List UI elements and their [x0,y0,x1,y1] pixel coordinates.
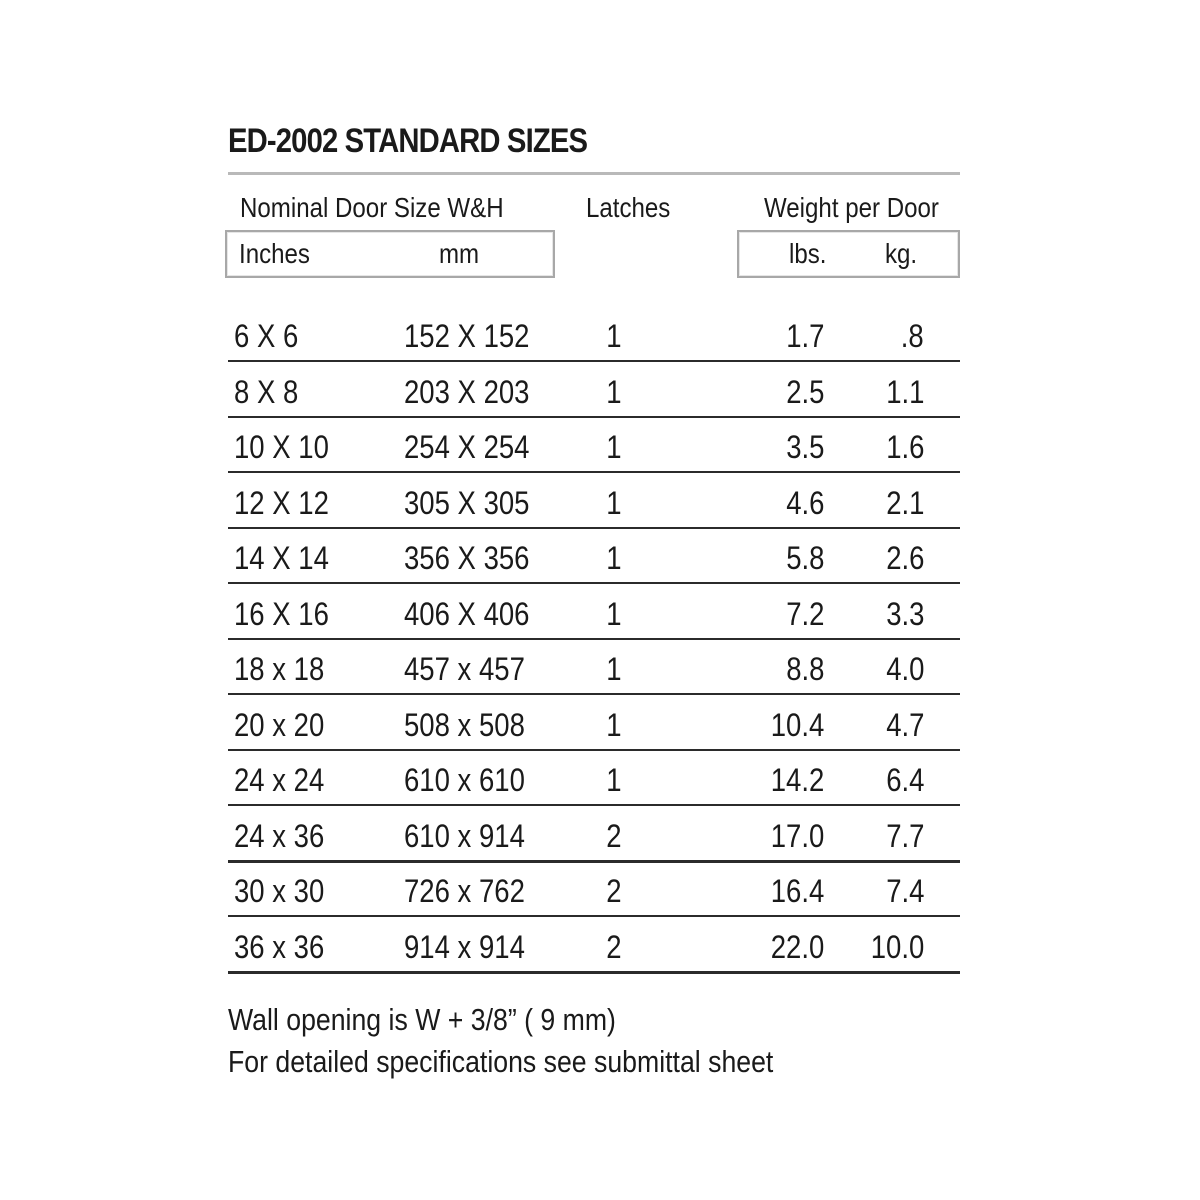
cell-latches-text: 2 [606,873,622,909]
cell-latches [594,760,634,800]
cell-latches [594,705,634,745]
cell-inches [234,594,354,634]
cell-latches [594,649,634,689]
cell-mm [404,816,554,856]
cell-kg [848,649,924,689]
cell-kg-text: 2.6 [885,540,924,576]
cell-mm-text: 610 x 914 [404,817,525,854]
cell-mm-text: 203 X 203 [404,373,530,410]
subheader-kg-label: kg. [885,238,918,269]
cell-lbs [748,760,824,800]
cell-inches-text: 24 x 36 [234,817,325,854]
cell-lbs [748,816,824,856]
cell-inches [234,372,354,412]
cell-inches-text: 8 X 8 [234,373,299,410]
cell-lbs [748,871,824,911]
cell-latches-text: 1 [606,595,622,632]
cell-latches [594,594,634,634]
cell-lbs-text: 4.6 [785,484,824,521]
cell-mm-text: 152 X 152 [404,318,530,354]
cell-kg-text: 7.7 [885,817,924,854]
cell-kg-text: 10.0 [870,928,924,965]
cell-kg [848,538,924,578]
title-divider [228,172,960,175]
cell-lbs [748,594,824,634]
cell-kg [848,760,924,800]
cell-mm [404,538,554,578]
cell-kg [848,705,924,745]
cell-kg-text: 4.7 [885,706,924,743]
subheader-size-units [225,230,555,278]
cell-lbs-text: 8.8 [785,651,824,687]
note-submittal-sheet [228,1042,862,1082]
cell-latches-text: 1 [606,484,622,521]
cell-lbs-text: 16.4 [770,873,824,909]
cell-lbs [748,372,824,412]
row-divider [228,693,960,695]
cell-latches-text: 1 [606,373,622,410]
cell-mm-text: 254 X 254 [404,429,530,465]
cell-latches [594,927,634,967]
cell-kg [848,594,924,634]
header-nominal-size-label: Nominal Door Size W&H [240,192,504,223]
cell-inches-text: 12 X 12 [234,484,329,521]
cell-lbs-text: 3.5 [785,429,824,465]
cell-latches [594,427,634,467]
cell-kg-text: 1.1 [885,373,924,410]
cell-latches [594,483,634,523]
cell-kg [848,372,924,412]
row-divider [228,804,960,806]
cell-inches [234,871,354,911]
row-divider [228,416,960,418]
row-divider [228,638,960,640]
header-nominal-size [240,192,547,224]
cell-kg-text: 2.1 [885,484,924,521]
cell-inches [234,427,354,467]
cell-kg-text: 6.4 [885,762,924,798]
cell-kg [848,871,924,911]
cell-mm-text: 914 x 914 [404,928,525,965]
cell-mm [404,705,554,745]
cell-kg-text: 4.0 [885,651,924,687]
subheader-mm [439,238,486,270]
cell-lbs-text: 1.7 [785,318,824,354]
cell-latches [594,871,634,911]
cell-mm [404,760,554,800]
cell-lbs [748,927,824,967]
cell-lbs-text: 10.4 [770,706,824,743]
cell-kg-text: 1.6 [885,429,924,465]
cell-latches-text: 2 [606,817,622,854]
row-divider [228,749,960,751]
subheader-lbs-label: lbs. [789,238,827,269]
cell-inches-text: 14 X 14 [234,540,329,576]
cell-latches [594,316,634,356]
cell-lbs-text: 5.8 [785,540,824,576]
spec-sheet [228,118,960,1079]
cell-inches-text: 18 x 18 [234,651,325,687]
cell-latches-text: 1 [606,429,622,465]
cell-lbs-text: 7.2 [785,595,824,632]
subheader-mm-label: mm [439,238,480,269]
cell-inches [234,927,354,967]
cell-mm-text: 406 X 406 [404,595,530,632]
cell-mm [404,372,554,412]
cell-mm-text: 726 x 762 [404,873,525,909]
cell-latches-text: 2 [606,928,622,965]
cell-inches [234,816,354,856]
note-submittal-sheet-text: For detailed specifications see submittal sheet [228,1044,774,1079]
cell-inches [234,483,354,523]
cell-mm-text: 457 x 457 [404,651,525,687]
cell-latches-text: 1 [606,706,622,743]
cell-inches-text: 36 x 36 [234,928,325,965]
cell-lbs [748,705,824,745]
cell-lbs [748,538,824,578]
cell-inches-text: 6 X 6 [234,318,299,354]
cell-kg-text: 3.3 [885,595,924,632]
cell-kg [848,816,924,856]
cell-latches [594,538,634,578]
row-divider [228,360,960,362]
cell-latches-text: 1 [606,318,622,354]
subheader-lbs [789,238,833,270]
cell-mm [404,427,554,467]
cell-inches-text: 30 x 30 [234,873,325,909]
cell-lbs-text: 17.0 [770,817,824,854]
cell-latches-text: 1 [606,762,622,798]
cell-mm-text: 356 X 356 [404,540,530,576]
cell-latches [594,372,634,412]
cell-kg [848,483,924,523]
cell-kg [848,927,924,967]
header-weight-per-door [764,192,967,224]
subheader-inches [239,238,322,270]
row-divider [228,860,960,863]
cell-mm [404,483,554,523]
cell-kg-text: .8 [901,318,924,354]
cell-inches [234,705,354,745]
cell-latches-text: 1 [606,651,622,687]
cell-lbs-text: 22.0 [770,928,824,965]
cell-inches-text: 16 X 16 [234,595,329,632]
subheader-kg [885,238,922,270]
cell-mm [404,316,554,356]
cell-lbs [748,649,824,689]
cell-mm [404,649,554,689]
cell-inches-text: 10 X 10 [234,429,329,465]
cell-kg-text: 7.4 [885,873,924,909]
cell-mm-text: 610 x 610 [404,762,525,798]
page-title: ED-2002 STANDARD SIZES [228,122,588,160]
cell-mm-text: 508 x 508 [404,706,525,743]
cell-inches [234,316,354,356]
cell-inches [234,649,354,689]
cell-mm [404,594,554,634]
subheader-inches-label: Inches [239,238,310,269]
note-wall-opening-text: Wall opening is W + 3/8” ( 9 mm) [228,1002,616,1037]
subheader-weight-units [737,230,960,278]
row-divider [228,582,960,584]
cell-mm-text: 305 X 305 [404,484,530,521]
row-divider [228,971,960,974]
cell-inches-text: 24 x 24 [234,762,325,798]
row-divider [228,527,960,529]
header-latches-label: Latches [586,192,671,223]
cell-lbs-text: 2.5 [785,373,824,410]
note-wall-opening [228,1000,679,1040]
cell-latches [594,816,634,856]
cell-mm [404,871,554,911]
cell-latches-text: 1 [606,540,622,576]
cell-lbs-text: 14.2 [770,762,824,798]
header-latches [586,192,684,224]
cell-inches [234,760,354,800]
cell-lbs [748,316,824,356]
cell-kg [848,427,924,467]
cell-lbs [748,483,824,523]
cell-lbs [748,427,824,467]
row-divider [228,915,960,917]
cell-inches [234,538,354,578]
cell-mm [404,927,554,967]
row-divider [228,471,960,473]
cell-inches-text: 20 x 20 [234,706,325,743]
cell-kg [848,316,924,356]
header-weight-per-door-label: Weight per Door [764,192,939,223]
